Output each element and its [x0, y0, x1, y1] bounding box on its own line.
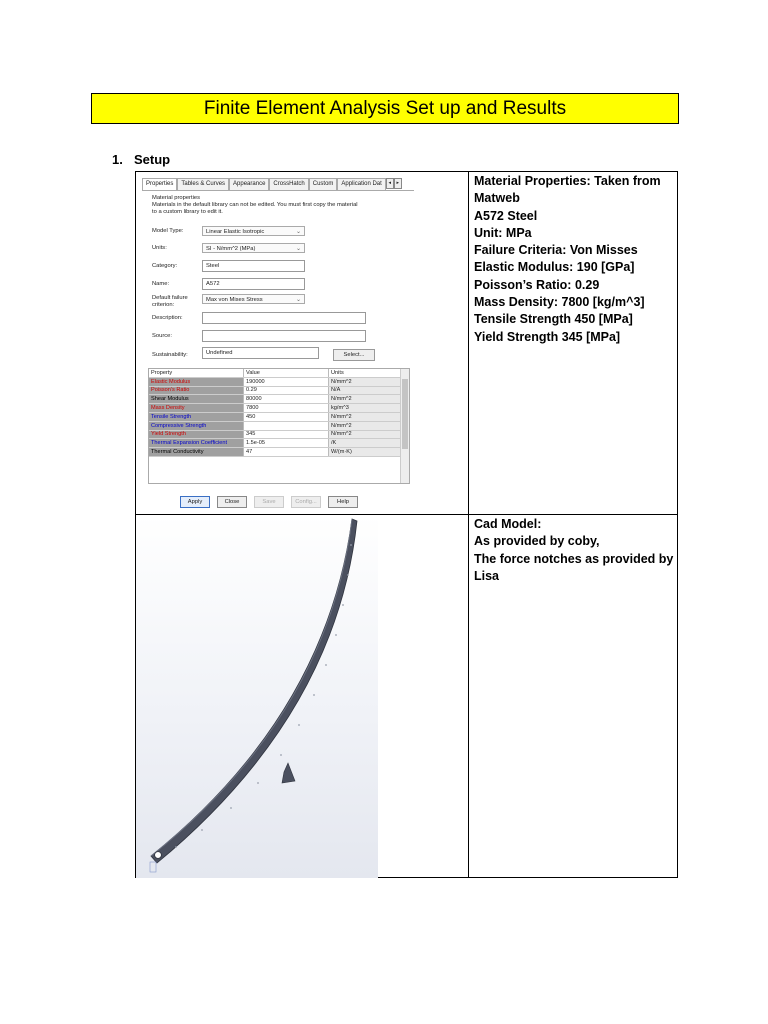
cad-line-3: The force notches as provided by — [474, 551, 674, 566]
info-line-1: Materials in the default library can not be edited. You must first copy the material — [152, 202, 358, 208]
property-value-cell[interactable]: 7800 — [244, 404, 329, 413]
config-button[interactable]: Config... — [291, 496, 321, 508]
document-title-banner — [91, 93, 679, 124]
name-input[interactable]: A572 — [202, 278, 305, 290]
category-label: Category: — [152, 263, 178, 269]
property-value-cell[interactable]: 345 — [244, 430, 329, 439]
model-type-select[interactable]: Linear Elastic Isotropic ⌄ — [202, 226, 305, 236]
material-line-1: Material Properties: Taken from — [474, 174, 661, 188]
failure-criterion-select[interactable]: Max von Mises Stress ⌄ — [202, 294, 305, 304]
material-line-3: A572 Steel — [474, 208, 538, 223]
property-unit-cell: kg/m^3 — [329, 404, 404, 413]
properties-scrollbar[interactable] — [400, 369, 409, 483]
properties-table — [148, 368, 410, 484]
material-dialog — [138, 176, 418, 513]
model-type-label: Model Type: — [152, 228, 184, 234]
property-value-cell[interactable]: 450 — [244, 412, 329, 421]
material-line-7: Poisson’s Ratio: 0.29 — [474, 277, 600, 292]
sustainability-label: Sustainability: — [152, 352, 188, 358]
table-row[interactable] — [149, 395, 404, 404]
property-name-cell: Compressive Strength — [149, 421, 244, 430]
dialog-buttons — [180, 496, 358, 508]
property-value-cell[interactable]: 190000 — [244, 377, 329, 386]
property-value-cell[interactable]: 1.5e-05 — [244, 439, 329, 448]
tab-crosshatch[interactable]: CrossHatch — [269, 178, 308, 190]
source-label: Source: — [152, 333, 172, 339]
cad-model-text — [474, 516, 674, 585]
tab-scroll-left-icon[interactable]: ◂ — [386, 178, 394, 189]
cad-line-1: Cad Model: — [474, 517, 542, 531]
material-properties-text — [474, 173, 674, 346]
material-line-6: Elastic Modulus: 190 [GPa] — [474, 260, 635, 275]
chevron-down-icon: ⌄ — [295, 297, 301, 303]
tab-properties[interactable]: Properties — [142, 178, 177, 190]
property-name-cell: Thermal Expansion Coefficient — [149, 439, 244, 448]
apply-button[interactable]: Apply — [180, 496, 210, 508]
material-line-9: Tensile Strength 450 [MPa] — [474, 312, 633, 327]
property-unit-cell: N/mm^2 — [329, 395, 404, 404]
section-heading — [112, 152, 170, 167]
section-label: Setup — [134, 152, 171, 167]
chevron-down-icon: ⌄ — [295, 229, 301, 235]
material-line-4: Unit: MPa — [474, 225, 532, 240]
category-input[interactable]: Steel — [202, 260, 305, 272]
material-info — [152, 195, 358, 216]
table-row[interactable] — [149, 439, 404, 448]
close-button[interactable]: Close — [217, 496, 247, 508]
description-label: Description: — [152, 315, 183, 321]
units-select[interactable]: SI - N/mm^2 (MPa) ⌄ — [202, 243, 305, 253]
table-row[interactable] — [149, 386, 404, 395]
source-input[interactable] — [202, 330, 366, 342]
properties-header-row — [149, 369, 404, 377]
property-value-cell[interactable]: 0.29 — [244, 386, 329, 395]
help-button[interactable]: Help — [328, 496, 358, 508]
table-column-divider — [468, 172, 469, 877]
property-name-cell: Poisson's Ratio — [149, 386, 244, 395]
tab-application-data[interactable]: Application Dat — [337, 178, 385, 190]
table-row[interactable] — [149, 430, 404, 439]
property-value-cell[interactable]: 47 — [244, 448, 329, 457]
sustainability-input[interactable]: Undefined — [202, 347, 319, 359]
header-property: Property — [149, 369, 244, 377]
table-row[interactable] — [149, 448, 404, 457]
property-name-cell: Shear Modulus — [149, 395, 244, 404]
property-unit-cell: N/mm^2 — [329, 430, 404, 439]
property-unit-cell: N/mm^2 — [329, 421, 404, 430]
name-label: Name: — [152, 281, 170, 287]
property-unit-cell: /K — [329, 439, 404, 448]
tab-tables-curves[interactable]: Tables & Curves — [177, 178, 229, 190]
material-line-5: Failure Criteria: Von Misses — [474, 243, 638, 258]
material-line-10: Yield Strength 345 [MPa] — [474, 329, 621, 344]
material-line-2: Matweb — [474, 191, 520, 206]
table-row[interactable] — [149, 412, 404, 421]
property-unit-cell: N/A — [329, 386, 404, 395]
header-value: Value — [244, 369, 329, 377]
chevron-down-icon: ⌄ — [295, 246, 301, 252]
select-button[interactable]: Select... — [333, 349, 375, 361]
cad-model-render — [136, 515, 378, 878]
property-value-cell[interactable]: 80000 — [244, 395, 329, 404]
property-name-cell: Mass Density — [149, 404, 244, 413]
save-button[interactable]: Save — [254, 496, 284, 508]
property-name-cell: Yield Strength — [149, 430, 244, 439]
info-line-2: to a custom library to edit it. — [152, 209, 223, 215]
cad-line-2: As provided by coby, — [474, 534, 600, 549]
table-row[interactable] — [149, 404, 404, 413]
header-units: Units — [329, 369, 404, 377]
dialog-tabs — [142, 178, 402, 190]
property-unit-cell: N/mm^2 — [329, 412, 404, 421]
document-title: Finite Element Analysis Set up and Results — [203, 97, 567, 119]
failure-criterion-label: Default failure criterion: — [152, 295, 188, 308]
section-number: 1. — [112, 152, 123, 167]
info-title: Material properties — [152, 195, 201, 201]
property-name-cell: Tensile Strength — [149, 412, 244, 421]
tab-appearance[interactable]: Appearance — [229, 178, 269, 190]
tab-scroll-right-icon[interactable]: ▸ — [394, 178, 402, 189]
tab-custom[interactable]: Custom — [309, 178, 338, 190]
material-line-8: Mass Density: 7800 [kg/m^3] — [474, 295, 645, 310]
property-name-cell: Elastic Modulus — [149, 377, 244, 386]
units-label: Units: — [152, 245, 167, 251]
table-row[interactable] — [149, 377, 404, 386]
property-unit-cell: N/mm^2 — [329, 377, 404, 386]
property-unit-cell: W/(m·K) — [329, 448, 404, 457]
setup-table — [135, 171, 678, 878]
table-row[interactable] — [149, 421, 404, 430]
property-value-cell[interactable] — [244, 421, 329, 430]
cad-line-4: Lisa — [474, 568, 500, 583]
property-name-cell: Thermal Conductivity — [149, 448, 244, 457]
description-input[interactable] — [202, 312, 366, 324]
end-hole — [155, 852, 162, 859]
